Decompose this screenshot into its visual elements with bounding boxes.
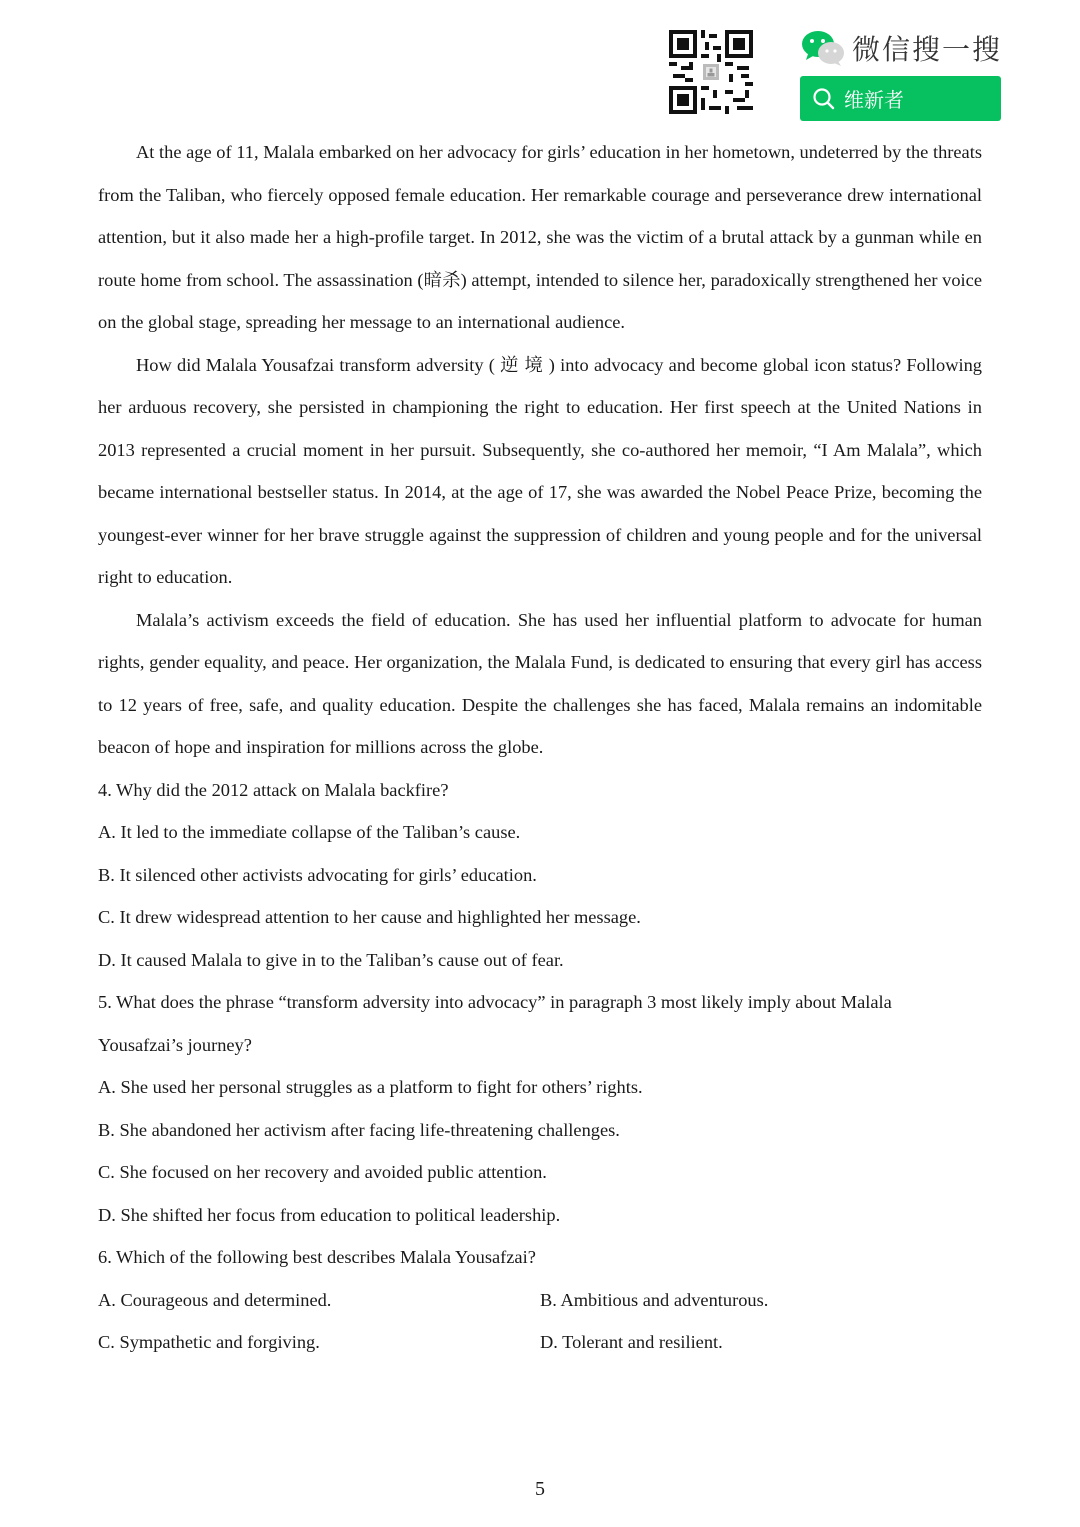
question-5-stem-line-1: 5. What does the phrase “transform adversity into advocacy” in paragraph 3 most likely imply about Malala xyxy=(98,992,892,1012)
paragraph-2: How did Malala Yousafzai transform adversity ( 逆 境 ) into advocacy and become global icon status? Following her arduous recovery, she persisted in championing the right to education. Her first speech at the United Nations in 2013 represented a crucial moment in her pursuit. Subsequently, she co-authored her memoir, “I Am Malala”, which became international bestseller status. In 2014, at the age of 17, she was awarded the Nobel Peace Prize, becoming the youngest-ever winner for her brave struggle against the suppression of children and young people and for the universal right to education. xyxy=(98,354,982,587)
wechat-search-button[interactable] xyxy=(800,76,1001,121)
wechat-search-header xyxy=(800,28,1002,68)
question-6-option-c: C. Sympathetic and forgiving. xyxy=(98,1332,320,1352)
question-4-option-c: C. It drew widespread attention to her cause and highlighted her message. xyxy=(98,907,641,927)
paragraph-3: Malala’s activism exceeds the field of education. She has used her influential platform to advocate for human rights, gender equality, and peace. Her organization, the Malala Fund, is dedicated to ensuring that every girl has access to 12 years of free, safe, and quality education. Despite the challenges she has faced, Malala remains an indomitable beacon of hope and inspiration for millions across the globe. xyxy=(98,609,982,757)
question-4-option-b: B. It silenced other activists advocating for girls’ education. xyxy=(98,864,537,885)
wechat-logo-icon xyxy=(800,29,846,67)
question-5-option-a: A. She used her personal struggles as a platform to fight for others’ rights. xyxy=(98,1077,643,1097)
question-4-option-d: D. It caused Malala to give in to the Taliban’s cause out of fear. xyxy=(98,949,564,970)
question-4-stem: 4. Why did the 2012 attack on Malala backfire? xyxy=(98,779,449,800)
question-6-stem: 6. Which of the following best describes Malala Yousafzai? xyxy=(98,1247,536,1267)
paragraph-1: At the age of 11, Malala embarked on her advocacy for girls’ education in her hometown, undeterred by the threats from the Taliban, who fiercely opposed female education. Her remarkable courage and perseverance drew international attention, but it also made her a high-profile target. In 2012, she was the victim of a brutal attack by a gunman while en route home from school. The assassination (暗杀) attempt, intended to silence her, paradoxically strengthened her voice on the global stage, spreading her message to an international audience. xyxy=(98,142,982,332)
question-4-option-a: A. It led to the immediate collapse of the Taliban’s cause. xyxy=(98,822,521,842)
question-6-options-row-2 xyxy=(98,1321,982,1364)
page-number: 5 xyxy=(535,1478,545,1500)
passage-content xyxy=(98,131,982,1364)
question-5-option-b: B. She abandoned her activism after facing life-threatening challenges. xyxy=(98,1119,620,1140)
question-5-stem-line-2: Yousafzai’s journey? xyxy=(98,1034,252,1055)
question-5-option-d: D. She shifted her focus from education to political leadership. xyxy=(98,1204,561,1225)
search-button-label: 维新者 xyxy=(844,88,904,112)
question-5-option-c: C. She focused on her recovery and avoided public attention. xyxy=(98,1162,547,1182)
wechat-search-title: 微信搜一搜 xyxy=(852,33,1003,66)
search-icon xyxy=(812,87,836,111)
qr-code-icon xyxy=(668,30,754,114)
question-6-option-b: B. Ambitious and adventurous. xyxy=(540,1289,769,1310)
question-6-option-a: A. Courageous and determined. xyxy=(98,1289,332,1310)
question-6-option-d: D. Tolerant and resilient. xyxy=(540,1332,723,1352)
question-6-options-row-1 xyxy=(98,1279,982,1322)
